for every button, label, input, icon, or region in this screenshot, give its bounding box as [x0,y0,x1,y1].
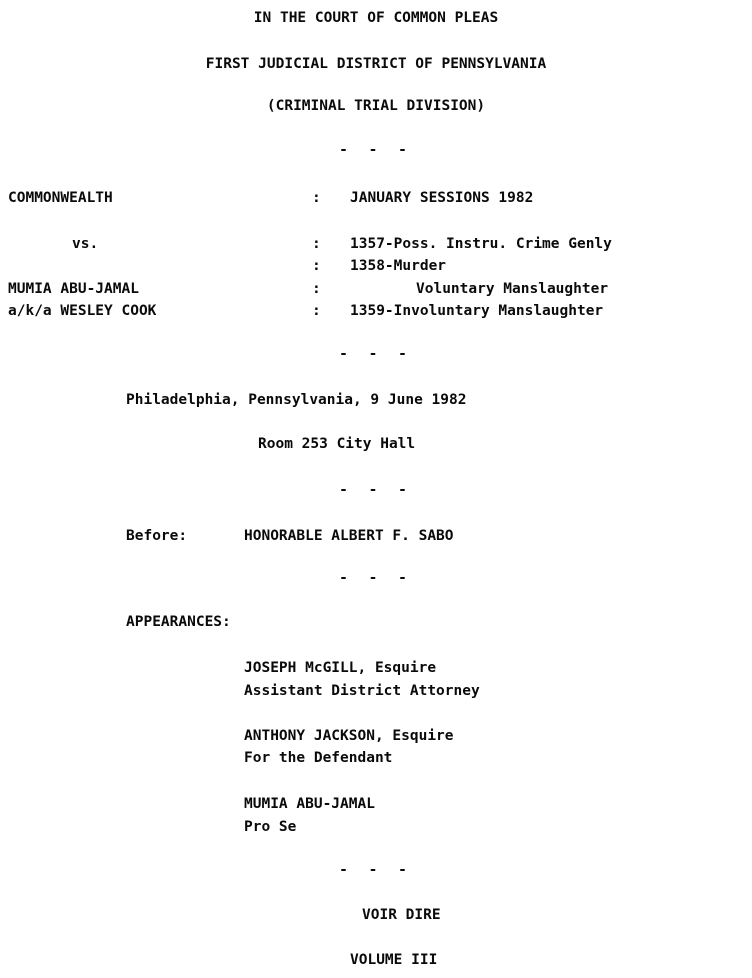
court-name: IN THE COURT OF COMMON PLEAS [253,10,499,26]
separator: - - - [339,570,413,586]
charge-1357: 1357-Poss. Instru. Crime Genly [350,236,612,252]
appearances-heading: APPEARANCES: [126,614,231,630]
caption-colon: : [312,236,321,252]
appearance-role: Assistant District Attorney [244,683,480,699]
caption-colon: : [312,258,321,274]
charge-voluntary-manslaughter: Voluntary Manslaughter [416,281,609,297]
appearance-role: For the Defendant [244,750,393,766]
room: Room 253 City Hall [258,436,416,452]
appearance-name: ANTHONY JACKSON, Esquire [244,728,454,744]
caption-colon: : [312,303,321,319]
charge-1359: 1359-Involuntary Manslaughter [350,303,604,319]
versus: vs. [72,236,99,252]
appearance-role: Pro Se [244,819,297,835]
judge-name: HONORABLE ALBERT F. SABO [244,528,454,544]
separator: - - - [339,482,413,498]
caption-colon: : [312,281,321,297]
court-division: (CRIMINAL TRIAL DIVISION) [266,98,486,114]
volume-label: VOLUME III [350,952,438,968]
separator: - - - [339,346,413,362]
place-date: Philadelphia, Pennsylvania, 9 June 1982 [126,392,467,408]
before-label: Before: [126,528,188,544]
session: JANUARY SESSIONS 1982 [350,190,534,206]
caption-colon: : [312,190,321,206]
defendant: MUMIA ABU-JAMAL [8,281,139,297]
separator: - - - [339,142,413,158]
appearance-name: MUMIA ABU-JAMAL [244,796,375,812]
appearance-name: JOSEPH McGILL, Esquire [244,660,437,676]
separator: - - - [339,862,413,878]
defendant-alias: a/k/a WESLEY COOK [8,303,157,319]
plaintiff: COMMONWEALTH [8,190,113,206]
charge-1358: 1358-Murder [350,258,447,274]
judicial-district: FIRST JUDICIAL DISTRICT OF PENNSYLVANIA [205,56,547,72]
proceeding-title: VOIR DIRE [362,907,441,923]
